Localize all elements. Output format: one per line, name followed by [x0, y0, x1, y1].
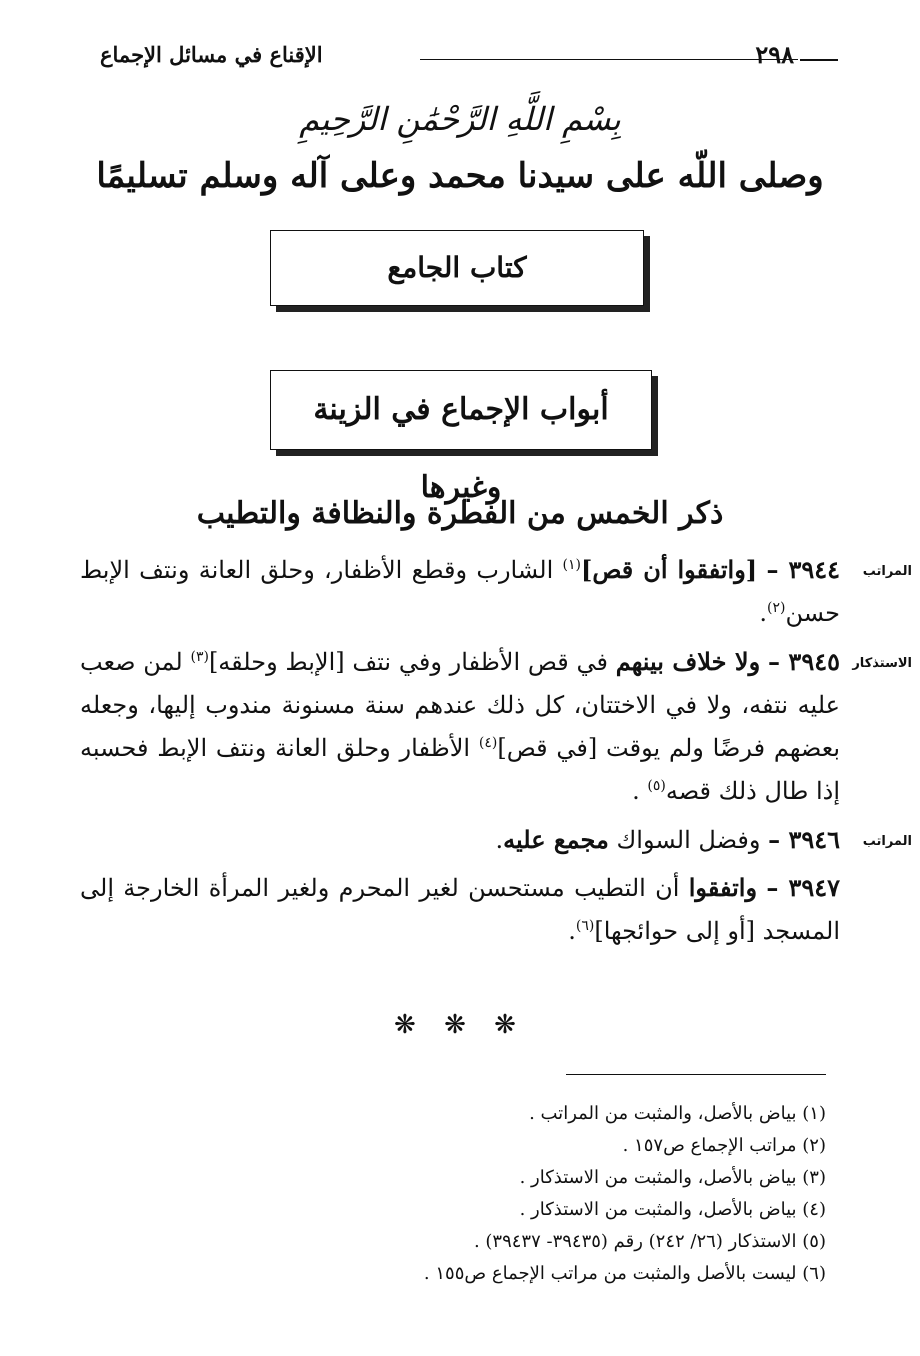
footnote-item: (٤) بياض بالأصل، والمثبت من الاستذكار . — [519, 1199, 826, 1220]
entry-paragraph — [80, 818, 840, 862]
entry-paragraph — [80, 866, 840, 953]
footnote-mark: (٥) — [647, 778, 666, 794]
footnote-rule — [566, 1074, 826, 1075]
entry-text: أن التطيب مستحسن لغير المحرم ولغير المرأة الخارجة إلى المسجد [أو إلى حوائجها] — [80, 874, 840, 945]
footnote-mark: (٢) — [767, 600, 786, 616]
header-rule — [420, 59, 798, 60]
basmala: بِسْمِ اللَّهِ الرَّحْمَٰنِ الرَّحِيمِ — [299, 100, 621, 138]
abwab-title-box: أبواب الإجماع في الزينة وغيرها — [270, 370, 652, 450]
footnote-mark: (١) — [562, 557, 581, 573]
footnote-mark: (٦) — [575, 918, 595, 934]
entry-text: في قص الأظفار وفي نتف [الإبط وحلقه] — [208, 648, 616, 676]
section-separator: ❋ ❋ ❋ — [394, 1010, 526, 1040]
source-label: المراتب — [862, 564, 912, 579]
running-header — [90, 36, 838, 80]
footnote-mark: (٣) — [190, 649, 209, 665]
book-title: الإقناع في مسائل الإجماع — [100, 42, 323, 67]
entry-tail: . — [568, 917, 576, 945]
entry-paragraph — [80, 548, 840, 635]
entry-number: ٣٩٤٤ – — [766, 555, 840, 584]
footnote-item: (٦) ليست بالأصل والمثبت من مراتب الإجماع ص١٥٥ . — [423, 1263, 826, 1284]
entry-text: وفضل السواك — [608, 826, 761, 854]
source-label: الاستذكار — [852, 656, 912, 671]
entry-number: ٣٩٤٦ – — [768, 825, 840, 854]
footnote-mark: (٤) — [478, 735, 498, 751]
salawat-line: وصلى اللّه على سيدنا محمد وعلى آله وسلم تسليمًا — [96, 156, 824, 196]
kitab-title-box: كتاب الجامع — [270, 230, 644, 306]
entry-lead: مجمع عليه — [503, 825, 609, 854]
entry-text: لمن صعب عليه نتفه، ولا في الاختتان، كل ذلك عندهم سنة مسنونة مندوب إليها، وجعله بعضهم فرضًا ولم يوقت [في قص] — [80, 648, 840, 762]
footnote-item: (٢) مراتب الإجماع ص١٥٧ . — [622, 1135, 826, 1156]
footnote-item: (١) بياض بالأصل، والمثبت من المراتب . — [529, 1103, 826, 1124]
header-dash — [800, 59, 838, 61]
entry-lead: واتفقوا — [688, 873, 758, 902]
entry-lead: [واتفقوا أن قص] — [581, 555, 758, 584]
entry-tail: . — [759, 599, 768, 627]
footnote-item: (٣) بياض بالأصل، والمثبت من الاستذكار . — [519, 1167, 826, 1188]
footnotes-list — [340, 1098, 826, 1290]
source-label: المراتب — [862, 834, 912, 849]
entry-lead: ولا خلاف بينهم — [615, 647, 761, 676]
entry-text: الشارب وقطع الأظفار، وحلق العانة ونتف الإبط حسن — [80, 556, 840, 627]
entry-tail: . — [495, 826, 504, 854]
entry-paragraph — [80, 640, 840, 813]
page-number: ٢٩٨ — [755, 40, 794, 69]
entry-tail: . — [632, 777, 648, 805]
section-title: ذكر الخمس من الفطرة والنظافة والتطيب — [196, 496, 724, 531]
entry-number: ٣٩٤٥ – — [767, 647, 840, 676]
entry-text: الأظفار وحلق العانة ونتف الإبط فحسبه إذا طال ذلك قصه — [80, 734, 840, 805]
entry-number: ٣٩٤٧ – — [766, 873, 840, 902]
footnote-item: (٥) الاستذكار (٢٦/ ٢٤٢) رقم (٣٩٤٣٥- ٣٩٤٣٧) . — [473, 1231, 826, 1252]
